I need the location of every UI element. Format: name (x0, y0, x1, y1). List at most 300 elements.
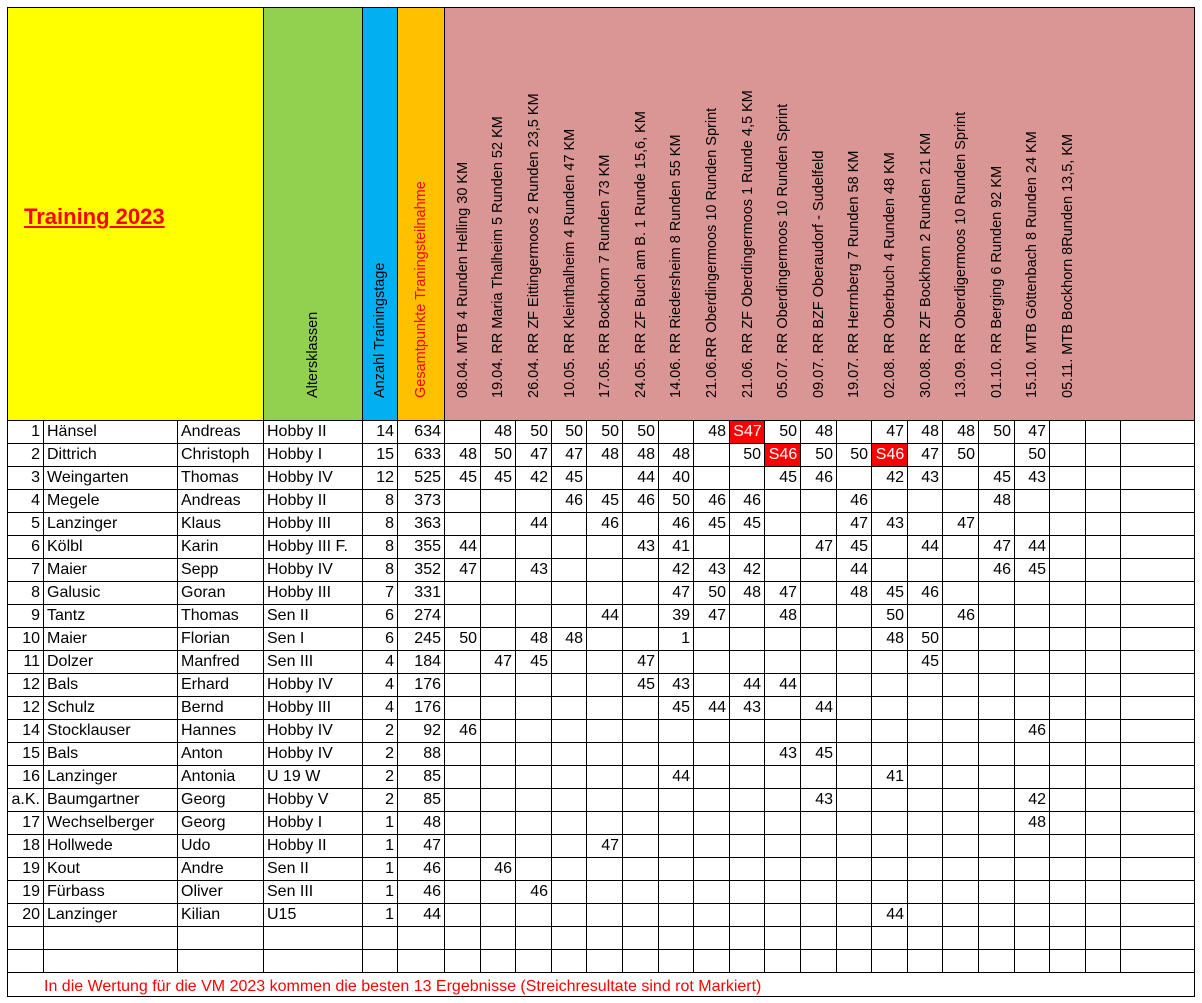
score-cell (943, 582, 979, 605)
score-cell (659, 789, 694, 812)
col-line (871, 420, 872, 973)
klasse-cell: Hobby II (267, 492, 327, 509)
score-cell (481, 490, 516, 513)
score-cell (552, 904, 587, 927)
score-cell (979, 651, 1015, 674)
klasse-cell: Hobby IV (267, 745, 333, 762)
score-cell (1050, 559, 1086, 582)
score-cell: 44 (815, 699, 833, 716)
score-cell: 50 (957, 446, 975, 463)
klasse-cell: Sen I (267, 630, 305, 647)
punkte-cell: 176 (414, 699, 441, 716)
rank-cell: 10 (22, 630, 40, 647)
score-cell: 48 (1028, 814, 1046, 831)
score-cell (1050, 490, 1086, 513)
col-line (586, 420, 587, 973)
score-cell (837, 766, 872, 789)
score-cell (872, 720, 908, 743)
score-cell: 47 (601, 837, 619, 854)
rank-cell: 12 (22, 676, 40, 693)
score-cell (1015, 651, 1050, 674)
score-cell (837, 881, 872, 904)
row-line (7, 650, 1195, 651)
rank-cell: 6 (31, 538, 40, 555)
score-cell: 44 (779, 676, 797, 693)
score-cell (730, 835, 765, 858)
score-cell: 46 (993, 561, 1011, 578)
event-header-label: 05.11. MTB Bockhorn 8Runden 13,5, KM (1059, 133, 1076, 398)
score-cell: 48 (459, 446, 477, 463)
firstname-cell: Christoph (181, 446, 250, 463)
lastname-cell: Megele (47, 492, 100, 509)
score-cell (801, 513, 837, 536)
row-line (7, 443, 1195, 444)
lastname-cell: Weingarten (47, 469, 129, 486)
score-cell: 47 (530, 446, 548, 463)
event-header-14 (908, 8, 944, 420)
score-cell: 45 (850, 538, 868, 555)
score-cell: 48 (743, 584, 761, 601)
score-cell: 48 (708, 423, 726, 440)
score-cell (1015, 904, 1050, 927)
score-cell: 47 (494, 653, 512, 670)
score-cell: 43 (815, 791, 833, 808)
gesamt-header-label: Gesamtpunkte Traningsteilnahme (413, 181, 429, 398)
col-line (480, 420, 481, 973)
score-cell (445, 697, 481, 720)
score-cell (872, 490, 908, 513)
score-cell (801, 582, 837, 605)
col-line (43, 420, 44, 973)
event-header-label: 30.08. RR ZF Bockhorn 2 Runden 21 KM (917, 132, 934, 398)
score-cell (908, 559, 943, 582)
score-cell: 44 (850, 561, 868, 578)
event-header-label: 21.06. RR ZF Oberdingermoos 1 Runde 4,5 KM (739, 90, 756, 398)
score-cell (730, 858, 765, 881)
score-cell: 46 (459, 722, 477, 739)
tage-cell: 8 (385, 492, 394, 509)
score-cell: 50 (1028, 446, 1046, 463)
score-cell (1050, 444, 1086, 467)
score-cell (979, 881, 1015, 904)
klasse-cell: Hobby II (267, 423, 327, 440)
row-line (7, 972, 1195, 973)
score-cell (552, 536, 587, 559)
score-cell (445, 881, 481, 904)
score-cell (1050, 720, 1086, 743)
score-cell: 47 (708, 607, 726, 624)
score-cell: 45 (993, 469, 1011, 486)
score-cell: 44 (459, 538, 477, 555)
sheet-title: Training 2023 (24, 204, 165, 229)
score-cell (801, 674, 837, 697)
punkte-cell: 633 (414, 446, 441, 463)
score-cell (908, 490, 943, 513)
event-header-label: 24.05. RR ZF Buch am B. 1 Runde 15,6, KM (632, 111, 649, 398)
lastname-cell: Hollwede (47, 837, 113, 854)
score-cell: 47 (957, 515, 975, 532)
score-cell (1050, 743, 1086, 766)
row-line (7, 788, 1195, 789)
score-cell (943, 651, 979, 674)
score-cell (481, 835, 516, 858)
score-cell: 43 (708, 561, 726, 578)
score-cell (908, 513, 943, 536)
score-cell: 44 (921, 538, 939, 555)
firstname-cell: Georg (181, 791, 226, 808)
score-cell (659, 858, 694, 881)
score-cell (1050, 766, 1086, 789)
score-cell (587, 904, 623, 927)
klasse-cell: Hobby III (267, 515, 332, 532)
row-line (7, 719, 1195, 720)
score-cell (694, 835, 730, 858)
score-cell: 47 (850, 515, 868, 532)
score-cell: 43 (743, 699, 761, 716)
row-line (7, 535, 1195, 536)
score-cell (659, 812, 694, 835)
score-cell: 46 (494, 860, 512, 877)
event-header-label: 10.05. RR Kleinthalheim 4 Runden 47 KM (561, 128, 578, 398)
score-cell (552, 674, 587, 697)
score-cell: 47 (672, 584, 690, 601)
tage-cell: 2 (385, 791, 394, 808)
score-cell (694, 858, 730, 881)
score-cell: 48 (921, 423, 939, 440)
score-cell (837, 697, 872, 720)
firstname-cell: Udo (181, 837, 211, 854)
event-header-label: 14.06. RR Riedersheim 8 Runden 55 KM (668, 134, 685, 398)
event-header-12 (837, 8, 873, 420)
rank-cell: 5 (31, 515, 40, 532)
score-cell (587, 559, 623, 582)
score-cell: 48 (957, 423, 975, 440)
score-cell (730, 789, 765, 812)
score-cell (943, 789, 979, 812)
event-header-label: 15.10. MTB Göttenbach 8 Runden 24 KM (1024, 131, 1041, 398)
score-cell: 43 (637, 538, 655, 555)
score-cell: 45 (459, 469, 477, 486)
col-line (764, 420, 765, 973)
score-cell: 42 (1028, 791, 1046, 808)
score-cell (837, 720, 872, 743)
lastname-cell: Fürbass (47, 883, 105, 900)
score-cell (872, 858, 908, 881)
score-cell (765, 858, 801, 881)
score-cell: 50 (708, 584, 726, 601)
score-cell (516, 490, 552, 513)
score-cell (552, 858, 587, 881)
firstname-cell: Klaus (181, 515, 222, 532)
col-line (177, 420, 178, 973)
tage-cell: 2 (385, 745, 394, 762)
score-cell (765, 904, 801, 927)
score-cell: 43 (921, 469, 939, 486)
col-line (1120, 420, 1121, 973)
score-cell: 48 (637, 446, 655, 463)
col-line (362, 420, 363, 973)
score-cell (908, 835, 943, 858)
row-line (7, 880, 1195, 881)
score-cell: 45 (672, 699, 690, 716)
col-line (729, 420, 730, 973)
punkte-cell: 525 (414, 469, 441, 486)
border-left (7, 7, 8, 996)
score-cell (837, 421, 872, 444)
col-line (658, 420, 659, 973)
score-cell (694, 720, 730, 743)
score-cell (1050, 789, 1086, 812)
tage-cell: 12 (376, 469, 394, 486)
score-cell: 50 (886, 607, 904, 624)
strike-score-cell: S46 (872, 444, 908, 467)
lastname-cell: Hänsel (47, 423, 97, 440)
score-cell (481, 697, 516, 720)
score-cell (730, 904, 765, 927)
score-cell (765, 536, 801, 559)
score-cell (694, 536, 730, 559)
score-cell (623, 904, 659, 927)
score-cell: 46 (601, 515, 619, 532)
score-cell: 46 (565, 492, 583, 509)
score-cell (694, 651, 730, 674)
score-cell (552, 881, 587, 904)
lastname-cell: Lanzinger (47, 515, 118, 532)
score-cell (1015, 582, 1050, 605)
score-cell: 46 (708, 492, 726, 509)
tage-cell: 2 (385, 722, 394, 739)
score-cell (445, 766, 481, 789)
score-cell (730, 881, 765, 904)
score-cell (445, 513, 481, 536)
score-cell (659, 904, 694, 927)
score-cell (694, 789, 730, 812)
score-cell (623, 858, 659, 881)
score-cell (979, 720, 1015, 743)
score-cell: 48 (886, 630, 904, 647)
klasse-cell: Hobby III F. (267, 538, 348, 555)
score-cell: 50 (779, 423, 797, 440)
col-line (1085, 420, 1086, 973)
event-header-label: 26.04. RR ZF Eittingermoos 2 Runden 23,5 KM (525, 93, 542, 398)
score-cell: 50 (743, 446, 761, 463)
score-cell: 50 (672, 492, 690, 509)
score-cell: 41 (886, 768, 904, 785)
score-cell (872, 789, 908, 812)
score-cell: 45 (637, 676, 655, 693)
score-cell (516, 674, 552, 697)
score-cell (765, 720, 801, 743)
score-cell (481, 766, 516, 789)
col-line (978, 420, 979, 973)
score-cell: 43 (779, 745, 797, 762)
event-header-5 (587, 8, 623, 420)
row-line (7, 627, 1195, 628)
tage-cell: 1 (385, 814, 394, 831)
klasse-cell: Hobby I (267, 814, 323, 831)
score-cell (445, 743, 481, 766)
score-cell (979, 766, 1015, 789)
tage-cell: 4 (385, 676, 394, 693)
row-line (7, 489, 1195, 490)
score-cell (943, 697, 979, 720)
firstname-cell: Bernd (181, 699, 224, 716)
score-cell (943, 467, 979, 490)
score-cell (872, 536, 908, 559)
score-cell (837, 835, 872, 858)
klasse-cell: Hobby III (267, 699, 332, 716)
score-cell (1015, 490, 1050, 513)
score-cell (801, 881, 837, 904)
event-header-1 (445, 8, 481, 420)
score-cell (943, 904, 979, 927)
score-cell (516, 835, 552, 858)
score-cell (765, 789, 801, 812)
row-line (7, 811, 1195, 812)
score-cell (623, 789, 659, 812)
score-cell: 45 (886, 584, 904, 601)
row-line (7, 834, 1195, 835)
rank-cell: 19 (22, 883, 40, 900)
score-cell: 46 (637, 492, 655, 509)
event-header-8 (694, 8, 730, 420)
score-cell (1015, 697, 1050, 720)
strike-score-cell: S46 (765, 444, 801, 467)
firstname-cell: Karin (181, 538, 219, 555)
score-cell (445, 582, 481, 605)
score-cell (587, 743, 623, 766)
punkte-cell: 47 (423, 837, 441, 854)
klasse-cell: Hobby I (267, 446, 323, 463)
score-cell (1050, 674, 1086, 697)
score-cell (979, 513, 1015, 536)
score-cell: 42 (743, 561, 761, 578)
score-cell (445, 789, 481, 812)
firstname-cell: Hannes (181, 722, 237, 739)
score-cell (659, 421, 694, 444)
event-header-16 (979, 8, 1015, 420)
lastname-cell: Maier (47, 561, 88, 578)
score-cell (481, 628, 516, 651)
firstname-cell: Erhard (181, 676, 230, 693)
rank-cell: 2 (31, 446, 40, 463)
score-cell: 45 (779, 469, 797, 486)
lastname-cell: Bals (47, 745, 79, 762)
score-cell (516, 605, 552, 628)
score-cell: 43 (530, 561, 548, 578)
score-cell (481, 812, 516, 835)
score-cell (765, 490, 801, 513)
score-cell (623, 582, 659, 605)
score-cell: 44 (601, 607, 619, 624)
score-cell (943, 674, 979, 697)
score-cell (516, 720, 552, 743)
score-cell (516, 858, 552, 881)
rank-cell: 9 (31, 607, 40, 624)
score-cell (587, 674, 623, 697)
rank-cell: 3 (31, 469, 40, 486)
score-cell (943, 536, 979, 559)
score-cell (908, 697, 943, 720)
row-line (7, 466, 1195, 467)
score-cell (481, 789, 516, 812)
firstname-cell: Goran (181, 584, 226, 601)
score-cell: 50 (530, 423, 548, 440)
row-line (7, 673, 1195, 674)
score-cell (837, 858, 872, 881)
event-header-17 (1015, 8, 1051, 420)
score-cell (445, 674, 481, 697)
score-cell (1050, 697, 1086, 720)
score-cell: 44 (708, 699, 726, 716)
row-line (7, 742, 1195, 743)
score-cell (943, 490, 979, 513)
score-cell (943, 720, 979, 743)
score-cell (1015, 858, 1050, 881)
score-cell: 47 (459, 561, 477, 578)
score-cell (445, 490, 481, 513)
score-cell (801, 835, 837, 858)
score-cell (516, 789, 552, 812)
score-cell: 48 (993, 492, 1011, 509)
score-cell (552, 720, 587, 743)
score-cell (552, 743, 587, 766)
event-header-label: 17.05. RR Bockhorn 7 Runden 73 KM (597, 154, 614, 398)
strike-score-cell: S47 (730, 421, 765, 444)
score-cell (837, 628, 872, 651)
score-cell: 48 (850, 584, 868, 601)
score-cell (623, 697, 659, 720)
score-cell (1015, 628, 1050, 651)
score-cell (801, 651, 837, 674)
score-cell (801, 490, 837, 513)
score-cell: 48 (815, 423, 833, 440)
score-cell: 46 (921, 584, 939, 601)
score-cell (730, 766, 765, 789)
score-cell (837, 674, 872, 697)
score-cell: 47 (637, 653, 655, 670)
score-cell (908, 881, 943, 904)
score-cell: 42 (530, 469, 548, 486)
border-right (1194, 7, 1195, 996)
score-cell (659, 743, 694, 766)
score-cell: 42 (672, 561, 690, 578)
firstname-cell: Sepp (181, 561, 219, 578)
firstname-cell: Antonia (181, 768, 236, 785)
score-cell (801, 904, 837, 927)
klasse-cell: Sen II (267, 860, 309, 877)
score-cell (623, 720, 659, 743)
klasse-cell: Hobby IV (267, 469, 333, 486)
score-cell (943, 743, 979, 766)
score-cell: 50 (850, 446, 868, 463)
tage-cell: 8 (385, 538, 394, 555)
event-header-4 (552, 8, 588, 420)
rank-cell: a.K. (11, 791, 40, 808)
punkte-cell: 355 (414, 538, 441, 555)
klasse-cell: Sen III (267, 883, 314, 900)
col-line (263, 420, 264, 973)
score-cell (979, 628, 1015, 651)
col-line (1014, 420, 1015, 973)
event-header-2 (481, 8, 517, 420)
score-cell (765, 812, 801, 835)
punkte-cell: 373 (414, 492, 441, 509)
punkte-cell: 363 (414, 515, 441, 532)
score-cell: 40 (672, 469, 690, 486)
lastname-cell: Lanzinger (47, 768, 118, 785)
col-line (515, 420, 516, 973)
